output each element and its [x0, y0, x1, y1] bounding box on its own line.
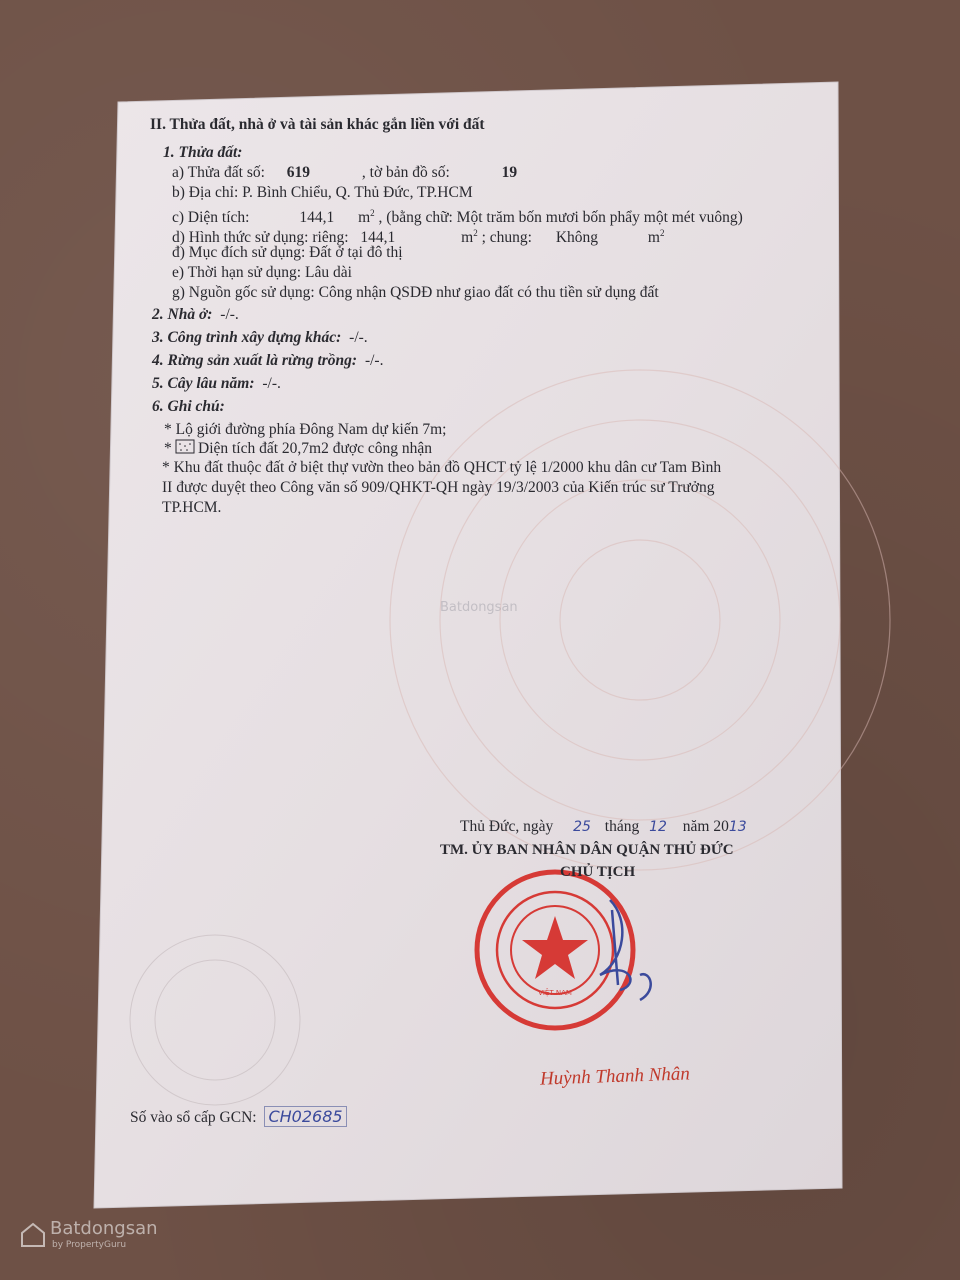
common-unit-sup: 2	[659, 228, 665, 238]
register-number: CH02685	[264, 1106, 346, 1127]
usage-term-row: e) Thời hạn sử dụng: Lâu dài	[172, 264, 352, 281]
note-1: * Lộ giới đường phía Đông Nam dự kiến 7m;	[164, 421, 447, 438]
area-value: 144,1	[299, 209, 335, 227]
usage-common-unit: m	[647, 229, 660, 247]
date-year: 13	[728, 819, 747, 835]
perennial-label: 5. Cây lâu năm:	[152, 375, 255, 392]
construction-label: 3. Công trình xây dựng khác:	[152, 329, 342, 346]
forest-row	[152, 351, 383, 371]
area-in-words: , (bằng chữ: Một trăm bốn mươi bốn phẩy một mét vuông)	[378, 209, 743, 227]
perennial-value: -/-.	[262, 375, 281, 392]
issuing-authority: TM. ỦY BAN NHÂN DÂN QUẬN THỦ ĐỨC	[440, 842, 734, 858]
note-3-line-2: II được duyệt theo Công văn số 909/QHKT-QH ngày 19/3/2003 của Kiến trúc sư Trưởng	[162, 479, 715, 496]
area-unit: m	[358, 209, 371, 227]
area-unit-sup: 2	[370, 208, 375, 218]
note-2-star: *	[164, 440, 172, 457]
house-label: 2. Nhà ở:	[152, 306, 213, 323]
section-title: II. Thửa đất, nhà ở và tài sản khác gắn liền với đất	[150, 116, 485, 133]
map-sheet-number: 19	[501, 164, 518, 181]
usage-common-value: Không	[555, 229, 599, 247]
construction-value: -/-.	[349, 329, 368, 346]
date-month: 12	[649, 819, 667, 835]
usage-purpose-row: đ) Mục đích sử dụng: Đất ở tại đô thị	[172, 244, 403, 261]
usage-private-unit: m	[461, 229, 474, 247]
date-day: 25	[573, 819, 591, 835]
usage-common-label: ; chung:	[481, 229, 532, 247]
center-watermark: Batdongsan	[440, 600, 518, 615]
forest-label: 4. Rừng sản xuất là rừng trồng:	[152, 352, 358, 369]
usage-form-label: d) Hình thức sử dụng: riêng:	[172, 229, 349, 247]
parcel-number: 619	[286, 164, 311, 181]
map-sheet-label: , tờ bản đồ số:	[361, 164, 450, 181]
house-value: -/-.	[220, 306, 239, 323]
land-parcel-row	[172, 163, 517, 183]
register-label: Số vào sổ cấp GCN:	[130, 1109, 257, 1126]
brand-name: Batdongsan	[50, 1218, 158, 1239]
perennial-row	[152, 374, 281, 394]
parcel-label: a) Thửa đất số:	[172, 164, 265, 181]
address-row: b) Địa chỉ: P. Bình Chiểu, Q. Thủ Đức, TP.HCM	[172, 184, 473, 201]
signer-name: Huỳnh Thanh Nhân	[539, 1063, 691, 1090]
date-place: Thủ Đức, ngày	[460, 818, 554, 835]
house-row	[152, 305, 239, 325]
register-row	[130, 1107, 347, 1128]
usage-unit-sup: 2	[473, 228, 478, 238]
usage-private-value: 144,1	[360, 229, 396, 247]
issue-date	[460, 817, 747, 837]
brand-sub: by PropertyGuru	[52, 1240, 127, 1250]
svg-text:VIỆT NAM: VIỆT NAM	[538, 989, 572, 997]
date-year-label: năm 20	[682, 818, 729, 835]
notes-label: 6. Ghi chú:	[152, 398, 225, 415]
date-month-label: tháng	[604, 818, 640, 835]
brand-logo-icon	[20, 1222, 46, 1248]
note-3-line-3: TP.HCM.	[162, 499, 222, 516]
area-label: c) Diện tích:	[172, 209, 250, 227]
forest-value: -/-.	[364, 352, 384, 369]
note-2: Diện tích đất 20,7m2 được công nhận	[198, 440, 432, 457]
usage-origin-row: g) Nguồn gốc sử dụng: Công nhận QSDĐ như giao đất có thu tiền sử dụng đất	[172, 284, 659, 301]
signer-position: CHỦ TỊCH	[560, 864, 636, 880]
construction-row	[152, 328, 368, 348]
land-heading: 1. Thửa đất:	[163, 144, 243, 161]
note-3-line-1: * Khu đất thuộc đất ở biệt thự vườn theo bản đồ QHCT tỷ lệ 1/2000 khu dân cư Tam Bình	[162, 459, 722, 476]
